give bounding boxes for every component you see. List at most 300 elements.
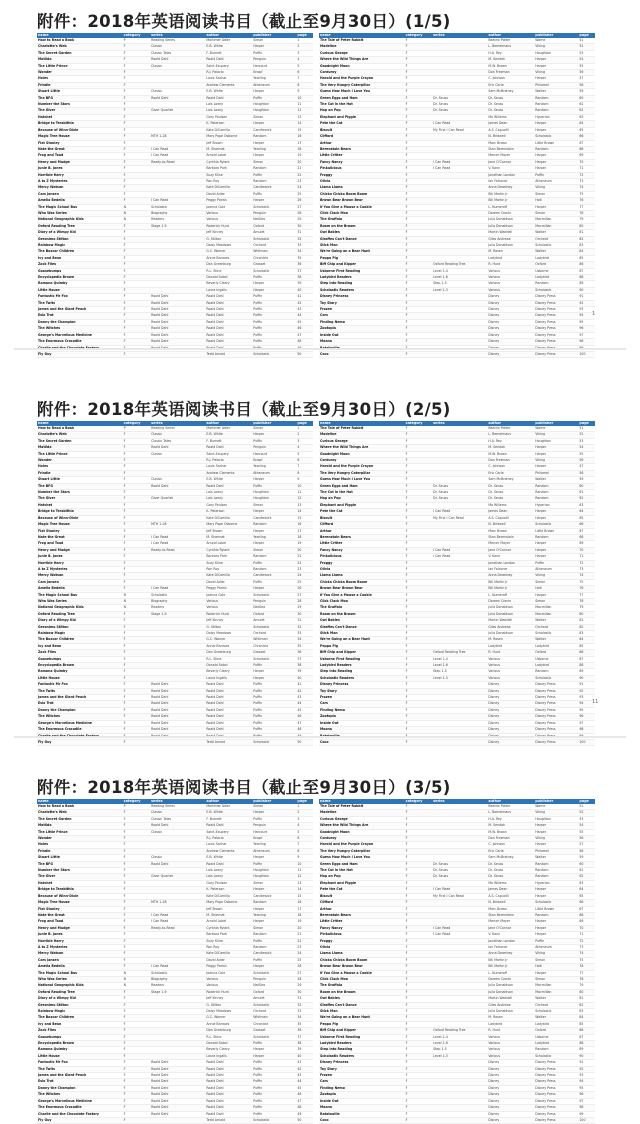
table-cell-author: Mary Pope Osborne bbox=[205, 522, 252, 528]
table-cell-page: 52 bbox=[578, 44, 595, 50]
table-cell-publisher: Harper bbox=[534, 823, 578, 829]
table-cell-publisher: Disney Press bbox=[534, 326, 578, 332]
table-cell-author: Disney bbox=[487, 307, 534, 313]
table-cell-category: P bbox=[123, 38, 151, 44]
table-cell-page: 65 bbox=[578, 515, 595, 521]
table-cell-author: Roald Dahl bbox=[205, 483, 252, 489]
table-cell-category: F bbox=[405, 185, 433, 191]
table-cell-author: Gary Paulsen bbox=[205, 502, 252, 508]
table-cell-page: 77 bbox=[578, 970, 595, 976]
table-cell-publisher: Harcourt bbox=[252, 451, 296, 457]
table-cell-page: 75 bbox=[578, 957, 595, 963]
table-cell-page: 77 bbox=[578, 204, 595, 210]
column-header: name bbox=[319, 799, 405, 804]
table-cell-series: Classic bbox=[150, 89, 205, 95]
table-cell-name: Stuart Little bbox=[37, 855, 123, 861]
table-row bbox=[37, 1117, 313, 1123]
table-cell-author: Dr. Seuss bbox=[487, 108, 534, 114]
table-cell-publisher: Random bbox=[252, 932, 296, 938]
table-cell-publisher: Harper bbox=[252, 1047, 296, 1053]
table-cell-name: Charlotte's Web bbox=[37, 44, 123, 50]
table-cell-publisher: Yearling bbox=[252, 912, 296, 918]
table-cell-series: Stage 1-9 bbox=[150, 223, 205, 229]
table-cell-author: F. Burnett bbox=[205, 438, 252, 444]
table-cell-category: F bbox=[405, 592, 433, 598]
table-cell-name: The Giver bbox=[37, 108, 123, 114]
table-cell-author: Julia Donaldson bbox=[487, 223, 534, 229]
table-cell-name: Geronimo Stilton bbox=[37, 236, 123, 242]
table-cell-page: 48 bbox=[296, 727, 313, 733]
table-cell-publisher: Scholastic bbox=[534, 1009, 578, 1015]
table-cell-name: Brown Bear Brown Bear bbox=[319, 198, 405, 204]
table-cell-name: Stuart Little bbox=[37, 477, 123, 483]
table-cell-publisher: Disney Press bbox=[534, 300, 578, 306]
table-cell-author: F. Burnett bbox=[205, 816, 252, 822]
table-cell-publisher: Simon bbox=[534, 957, 578, 963]
table-cell-publisher: Disney Press bbox=[534, 351, 578, 357]
table-cell-page: 83 bbox=[578, 1009, 595, 1015]
table-cell-publisher: Puffin bbox=[252, 438, 296, 444]
table-cell-page: 6 bbox=[296, 70, 313, 76]
table-cell-series: Roald Dahl bbox=[150, 57, 205, 63]
table-cell-author: Roderick Hunt bbox=[205, 611, 252, 617]
table-cell-page: 8 bbox=[296, 470, 313, 476]
table-cell-publisher: Harper bbox=[534, 121, 578, 127]
table-cell-name: The Twits bbox=[37, 1066, 123, 1072]
table-cell-page: 91 bbox=[578, 294, 595, 300]
table-cell-category: F bbox=[123, 900, 151, 906]
table-cell-category: F bbox=[123, 1047, 151, 1053]
table-cell-category: F bbox=[405, 874, 433, 880]
column-header: series bbox=[432, 799, 487, 804]
table-cell-name: Biff Chip and Kipper bbox=[319, 650, 405, 656]
table-cell-author: Anna Dewdney bbox=[487, 573, 534, 579]
table-cell-publisher: Harper bbox=[534, 464, 578, 470]
table-cell-page: 63 bbox=[578, 880, 595, 886]
table-cell-name: Curious George bbox=[319, 816, 405, 822]
table-cell-page: 28 bbox=[296, 598, 313, 604]
table-cell-name: The Very Hungry Caterpillar bbox=[319, 82, 405, 88]
table-cell-author: E.B. White bbox=[205, 89, 252, 95]
column-header: series bbox=[150, 799, 205, 804]
table-cell-author: Eric Carle bbox=[487, 82, 534, 88]
table-cell-category: F bbox=[405, 951, 433, 957]
book-table-right bbox=[319, 421, 595, 746]
table-cell-publisher: Random bbox=[534, 496, 578, 502]
table-cell-category: F bbox=[405, 695, 433, 701]
table-cell-publisher: Usborne bbox=[534, 656, 578, 662]
table-cell-name: Madeline bbox=[319, 432, 405, 438]
table-cell-page: 78 bbox=[578, 598, 595, 604]
table-cell-publisher: Disney Press bbox=[534, 688, 578, 694]
table-cell-author: E.B. White bbox=[205, 477, 252, 483]
table-cell-publisher: Atheneum bbox=[534, 944, 578, 950]
table-cell-author: Andrew Clements bbox=[205, 82, 252, 88]
table-cell-page: 59 bbox=[578, 477, 595, 483]
table-cell-publisher: Houghton bbox=[252, 108, 296, 114]
table-cell-name: Finding Nemo bbox=[319, 1085, 405, 1091]
table-cell-author: Disney bbox=[487, 688, 534, 694]
table-cell-name: Click Clack Moo bbox=[319, 210, 405, 216]
table-cell-category: F bbox=[405, 108, 433, 114]
table-cell-publisher: Houghton bbox=[534, 50, 578, 56]
table-cell-page: 89 bbox=[578, 669, 595, 675]
table-cell-author: Giles Andreae bbox=[487, 1002, 534, 1008]
table-cell-publisher: Random bbox=[534, 483, 578, 489]
table-cell-publisher: Scholastic bbox=[252, 204, 296, 210]
table-cell-author: Roald Dahl bbox=[205, 57, 252, 63]
table-cell-publisher: Whitman bbox=[252, 637, 296, 643]
table-cell-category: F bbox=[405, 210, 433, 216]
table-cell-author: M. Rosen bbox=[487, 249, 534, 255]
table-cell-publisher: Walker bbox=[534, 637, 578, 643]
table-cell-name: James and the Giant Peach bbox=[37, 1073, 123, 1079]
table-cell-name: Flat Stanley bbox=[37, 528, 123, 534]
table-cell-page: 16 bbox=[296, 134, 313, 140]
table-cell-publisher: Ladybird bbox=[534, 663, 578, 669]
table-cell-publisher: Yearling bbox=[252, 534, 296, 540]
table-cell-name: Harold and the Purple Crayon bbox=[319, 76, 405, 82]
table-cell-name: Scholastic Readers bbox=[319, 1053, 405, 1059]
table-cell-publisher: Puffin bbox=[252, 294, 296, 300]
table-cell-page: 34 bbox=[296, 1015, 313, 1021]
table-cell-category: F bbox=[123, 50, 151, 56]
table-cell-page: 18 bbox=[296, 534, 313, 540]
table-cell-publisher: Little Brown bbox=[534, 140, 578, 146]
table-cell-category: F bbox=[405, 541, 433, 547]
table-cell-series: I Can Read bbox=[432, 554, 487, 560]
table-cell-author: Disney bbox=[487, 1073, 534, 1079]
table-cell-category: F bbox=[405, 268, 433, 274]
table-cell-author: Jeff Kinney bbox=[205, 230, 252, 236]
table-cell-publisher: Scholastic bbox=[252, 351, 296, 357]
table-cell-author: Roald Dahl bbox=[205, 701, 252, 707]
table-cell-name: Fantastic Mr Fox bbox=[37, 294, 123, 300]
table-cell-name: Pinkalicious bbox=[319, 554, 405, 560]
table-cell-author: Roald Dahl bbox=[205, 326, 252, 332]
table-cell-publisher: Holt bbox=[534, 198, 578, 204]
table-cell-name: Disney Princess bbox=[319, 1060, 405, 1066]
table-cell-category: F bbox=[123, 547, 151, 553]
table-cell-category: F bbox=[405, 964, 433, 970]
table-cell-name: Little Critter bbox=[319, 919, 405, 925]
table-cell-page: 28 bbox=[296, 210, 313, 216]
table-cell-series: My First I Can Read bbox=[432, 515, 487, 521]
table-cell-author: Jonathan London bbox=[487, 172, 534, 178]
table-cell-page: 4 bbox=[296, 823, 313, 829]
table-cell-category: F bbox=[123, 1053, 151, 1059]
table-cell-page: 26 bbox=[296, 586, 313, 592]
table-cell-category: F bbox=[405, 970, 433, 976]
table-row bbox=[37, 739, 313, 745]
table-cell-author: Don Freeman bbox=[487, 70, 534, 76]
table-cell-author: Martin Waddell bbox=[487, 996, 534, 1002]
table-cell-publisher: Walker bbox=[534, 230, 578, 236]
table-cell-author: Sam McBratney bbox=[487, 855, 534, 861]
table-cell-page: 60 bbox=[578, 95, 595, 101]
table-cell-page: 17 bbox=[296, 140, 313, 146]
table-cell-publisher: Harper bbox=[534, 554, 578, 560]
table-cell-page: 29 bbox=[296, 217, 313, 223]
table-cell-name: Green Eggs and Ham bbox=[319, 483, 405, 489]
table-cell-category: F bbox=[123, 1098, 151, 1104]
table-cell-page: 13 bbox=[296, 114, 313, 120]
page-number: 1 bbox=[592, 311, 596, 317]
table-cell-page: 30 bbox=[296, 989, 313, 995]
table-cell-page: 38 bbox=[296, 275, 313, 281]
table-cell-series: Giver Quartet bbox=[150, 496, 205, 502]
table-cell-publisher: Random bbox=[534, 108, 578, 114]
table-cell-name: Frog and Toad bbox=[37, 541, 123, 547]
table-cell-page: 54 bbox=[578, 823, 595, 829]
table-cell-name: Llama Llama bbox=[319, 573, 405, 579]
table-cell-category: F bbox=[405, 332, 433, 338]
table-cell-page: 47 bbox=[296, 1098, 313, 1104]
table-cell-category: F bbox=[405, 95, 433, 101]
table-cell-name: Arthur bbox=[319, 906, 405, 912]
table-cell-name: Click Clack Moo bbox=[319, 598, 405, 604]
table-cell-page: 23 bbox=[296, 178, 313, 184]
table-cell-page: 100 bbox=[578, 1117, 595, 1123]
table-cell-series: I Can Read bbox=[432, 547, 487, 553]
table-cell-publisher: Harper bbox=[252, 198, 296, 204]
table-cell-publisher: Harper bbox=[252, 669, 296, 675]
table-cell-author: Disney bbox=[487, 300, 534, 306]
table-cell-name: If You Give a Mouse a Cookie bbox=[319, 204, 405, 210]
table-cell-page: 53 bbox=[578, 438, 595, 444]
table-cell-name: Frog and Toad bbox=[37, 919, 123, 925]
table-cell-author: Various bbox=[487, 669, 534, 675]
book-table-right bbox=[319, 799, 595, 1124]
table-cell-category: F bbox=[123, 906, 151, 912]
table-cell-page: 58 bbox=[578, 82, 595, 88]
table-cell-category: F bbox=[123, 108, 151, 114]
table-cell-category: F bbox=[123, 1041, 151, 1047]
table-cell-page: 31 bbox=[296, 618, 313, 624]
table-cell-author: Mo Willems bbox=[487, 880, 534, 886]
table-row bbox=[37, 351, 313, 357]
table-cell-page: 32 bbox=[296, 624, 313, 630]
table-cell-author: R.L. Stine bbox=[205, 656, 252, 662]
table-cell-page: 21 bbox=[296, 554, 313, 560]
table-cell-category: F bbox=[123, 496, 151, 502]
table-cell-category: F bbox=[123, 432, 151, 438]
table-cell-page: 24 bbox=[296, 951, 313, 957]
table-cell-category: F bbox=[405, 1053, 433, 1059]
table-cell-author: Roald Dahl bbox=[205, 1105, 252, 1111]
table-cell-page: 51 bbox=[578, 38, 595, 44]
table-cell-category: F bbox=[405, 294, 433, 300]
table-cell-name: Who Was Series bbox=[37, 976, 123, 982]
table-cell-name: The Secret Garden bbox=[37, 438, 123, 444]
table-cell-category: F bbox=[405, 127, 433, 133]
table-cell-author: Ian Falconer bbox=[487, 178, 534, 184]
table-cell-name: Frozen bbox=[319, 695, 405, 701]
table-cell-author: Stan Berenstain bbox=[487, 534, 534, 540]
table-cell-author: L. Numeroff bbox=[487, 204, 534, 210]
table-cell-series: Roald Dahl bbox=[150, 1092, 205, 1098]
table-cell-name: Pinkalicious bbox=[319, 932, 405, 938]
table-cell-name: Biff Chip and Kipper bbox=[319, 262, 405, 268]
table-cell-page: 73 bbox=[578, 178, 595, 184]
column-header: publisher bbox=[252, 33, 296, 38]
table-cell-page: 29 bbox=[296, 983, 313, 989]
table-cell-page: 8 bbox=[296, 848, 313, 854]
table-cell-page: 83 bbox=[578, 631, 595, 637]
table-cell-page: 26 bbox=[296, 198, 313, 204]
table-cell-name: Scholastic Readers bbox=[319, 675, 405, 681]
table-cell-name: Junie B. Jones bbox=[37, 166, 123, 172]
table-cell-publisher: Walker bbox=[534, 996, 578, 1002]
table-cell-series: Readers bbox=[150, 605, 205, 611]
table-cell-publisher: Random bbox=[252, 522, 296, 528]
table-cell-category: F bbox=[405, 300, 433, 306]
table-cell-author: A.S. Capucilli bbox=[487, 127, 534, 133]
table-cell-name: Fancy Nancy bbox=[319, 159, 405, 165]
table-cell-publisher: Harper bbox=[534, 127, 578, 133]
table-cell-name: The Gruffalo bbox=[319, 983, 405, 989]
table-cell-series: Roald Dahl bbox=[150, 294, 205, 300]
table-cell-page: 37 bbox=[296, 656, 313, 662]
table-cell-author: Peggy Parish bbox=[205, 964, 252, 970]
page-number: 11 bbox=[592, 699, 599, 705]
table-cell-publisher: Candlewick bbox=[252, 951, 296, 957]
table-cell-series: Roald Dahl bbox=[150, 339, 205, 345]
table-cell-category: F bbox=[405, 560, 433, 566]
table-cell-author: David Adler bbox=[205, 579, 252, 585]
table-cell-series: I Can Read bbox=[150, 964, 205, 970]
table-cell-publisher: Puffin bbox=[252, 1060, 296, 1066]
table-cell-author: L. Numeroff bbox=[487, 970, 534, 976]
table-cell-name: Giraffes Can't Dance bbox=[319, 1002, 405, 1008]
table-cell-category: F bbox=[405, 255, 433, 261]
table-cell-publisher: Puffin bbox=[252, 695, 296, 701]
table-cell-page: 46 bbox=[296, 326, 313, 332]
table-cell-author: Bill Martin Jr bbox=[487, 579, 534, 585]
table-cell-page: 60 bbox=[578, 483, 595, 489]
table-cell-publisher: Disney Press bbox=[534, 294, 578, 300]
table-cell-category: F bbox=[405, 307, 433, 313]
table-cell-name: The Enormous Crocodile bbox=[37, 1105, 123, 1111]
table-cell-page: 27 bbox=[296, 592, 313, 598]
table-cell-series: I Can Read bbox=[150, 153, 205, 159]
table-cell-category: F bbox=[123, 656, 151, 662]
table-cell-publisher: Viking bbox=[534, 70, 578, 76]
table-cell-author: Cynthia Rylant bbox=[205, 925, 252, 931]
table-cell-name: Toy Story bbox=[319, 300, 405, 306]
table-cell-publisher: Chronicle bbox=[252, 255, 296, 261]
table-cell-name: Elephant and Piggie bbox=[319, 114, 405, 120]
table-cell-category: F bbox=[405, 1092, 433, 1098]
table-cell-category: F bbox=[405, 426, 433, 432]
table-cell-page: 67 bbox=[578, 528, 595, 534]
table-cell-category: F bbox=[405, 319, 433, 325]
table-cell-page: 14 bbox=[296, 887, 313, 893]
table-cell-page: 19 bbox=[296, 541, 313, 547]
table-cell-page: 35 bbox=[296, 255, 313, 261]
table-cell-series bbox=[432, 1117, 487, 1123]
table-cell-page: 85 bbox=[578, 643, 595, 649]
table-cell-series: Oxford Reading Tree bbox=[432, 1028, 487, 1034]
table-cell-page: 55 bbox=[578, 829, 595, 835]
table-cell-name: Biscuit bbox=[319, 515, 405, 521]
table-cell-series: Biography bbox=[150, 210, 205, 216]
table-cell-author: V. Kann bbox=[487, 166, 534, 172]
table-cell-page: 50 bbox=[296, 1117, 313, 1123]
table-cell-page: 93 bbox=[578, 695, 595, 701]
table-cell-category: F bbox=[405, 1085, 433, 1091]
table-cell-publisher: Puffin bbox=[252, 1041, 296, 1047]
table-cell-author: C. Johnson bbox=[487, 842, 534, 848]
table-cell-author: Cynthia Rylant bbox=[205, 159, 252, 165]
table-cell-publisher: Simon bbox=[252, 159, 296, 165]
table-cell-name: Frozen bbox=[319, 307, 405, 313]
table-cell-author: Bill Martin Jr bbox=[487, 957, 534, 963]
table-cell-category: F bbox=[405, 76, 433, 82]
table-cell-name: Pinkalicious bbox=[319, 166, 405, 172]
table-cell-page: 22 bbox=[296, 172, 313, 178]
table-cell-page: 56 bbox=[578, 70, 595, 76]
table-cell-publisher: Puffin bbox=[252, 326, 296, 332]
table-cell-name: Number the Stars bbox=[37, 490, 123, 496]
table-cell-page: 26 bbox=[296, 964, 313, 970]
table-cell-author: G. Stilton bbox=[205, 1002, 252, 1008]
table-cell-author: Various bbox=[487, 663, 534, 669]
table-cell-category: F bbox=[405, 727, 433, 733]
table-cell-page: 47 bbox=[296, 720, 313, 726]
table-cell-category: F bbox=[123, 874, 151, 880]
table-cell-category: F bbox=[405, 464, 433, 470]
table-cell-page: 85 bbox=[578, 255, 595, 261]
table-cell-name: Pete the Cat bbox=[319, 509, 405, 515]
table-cell-category: F bbox=[123, 695, 151, 701]
table-cell-author: James Dean bbox=[487, 121, 534, 127]
column-header: author bbox=[205, 421, 252, 426]
column-header: series bbox=[150, 33, 205, 38]
table-cell-page: 53 bbox=[578, 50, 595, 56]
table-cell-publisher: Harper bbox=[534, 842, 578, 848]
table-cell-page: 6 bbox=[296, 458, 313, 464]
table-cell-series: I Can Read bbox=[432, 166, 487, 172]
table-cell-author: Roald Dahl bbox=[205, 682, 252, 688]
table-cell-publisher: Houghton bbox=[252, 868, 296, 874]
table-cell-page: 45 bbox=[296, 319, 313, 325]
table-cell-publisher: Harper bbox=[534, 970, 578, 976]
table-cell-author: Arnold Lobel bbox=[205, 153, 252, 159]
table-cell-publisher: Ladybird bbox=[534, 1041, 578, 1047]
table-cell-author: Jane O'Connor bbox=[487, 925, 534, 931]
table-cell-name: Matilda bbox=[37, 445, 123, 451]
table-cell-publisher: Disney Press bbox=[534, 1066, 578, 1072]
table-cell-category: F bbox=[123, 281, 151, 287]
table-cell-category: F bbox=[405, 172, 433, 178]
table-cell-author: Jeff Brown bbox=[205, 140, 252, 146]
table-cell-author: Various bbox=[205, 598, 252, 604]
table-cell-name: The Giver bbox=[37, 874, 123, 880]
table-cell-name: Chicka Chicka Boom Boom bbox=[319, 579, 405, 585]
table-cell-publisher: Houghton bbox=[534, 438, 578, 444]
table-cell-publisher: Candlewick bbox=[252, 185, 296, 191]
table-cell-page: 11 bbox=[296, 868, 313, 874]
table-cell-page: 37 bbox=[296, 1034, 313, 1040]
table-cell-name: George's Marvellous Medicine bbox=[37, 332, 123, 338]
table-cell-name: Owl Babies bbox=[319, 996, 405, 1002]
table-cell-author: Mary Pope Osborne bbox=[205, 134, 252, 140]
table-cell-publisher: Philomel bbox=[534, 82, 578, 88]
table-cell-category: F bbox=[123, 300, 151, 306]
table-cell-page: 76 bbox=[578, 198, 595, 204]
table-cell-category: F bbox=[123, 438, 151, 444]
